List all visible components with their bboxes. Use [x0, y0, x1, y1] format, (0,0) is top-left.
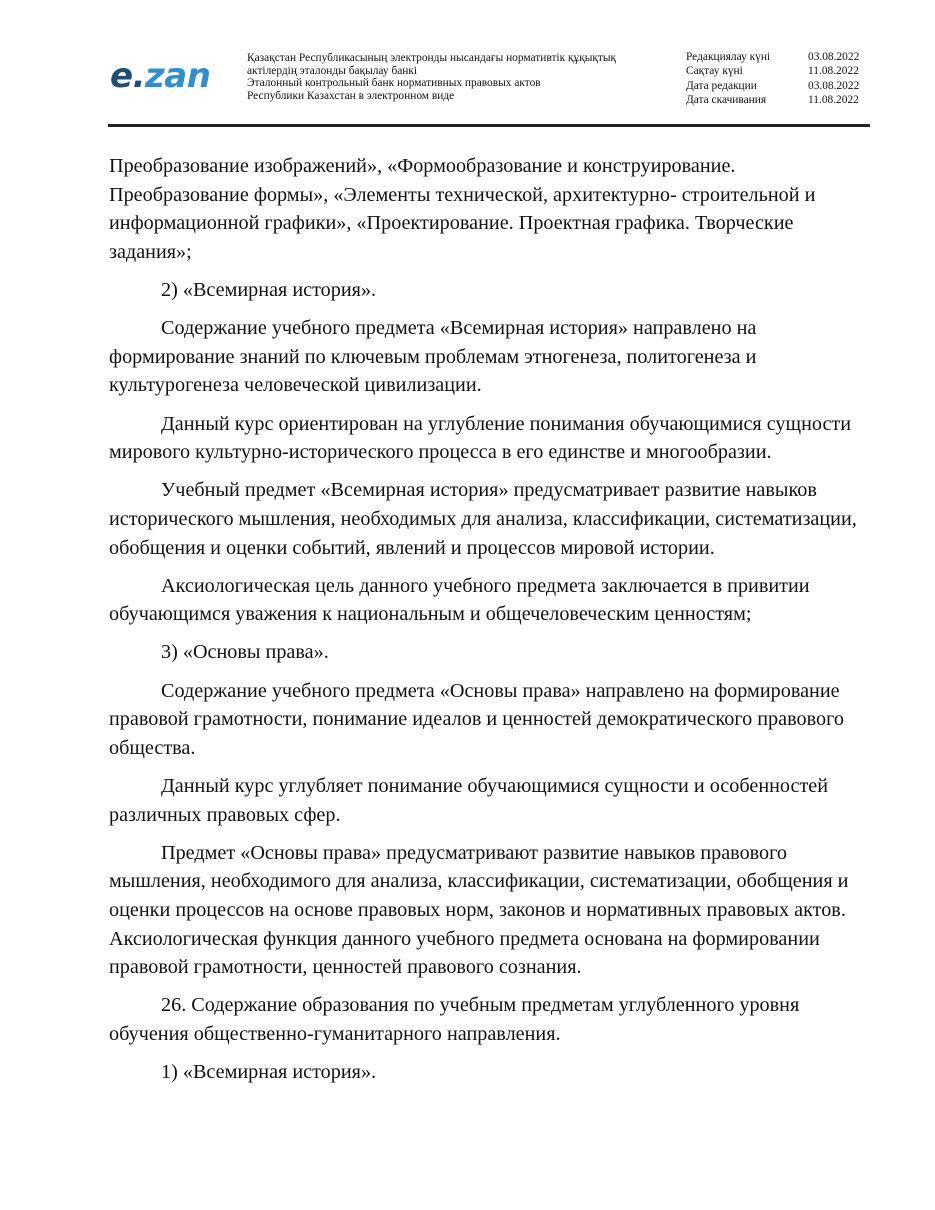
logo-dot: . [132, 56, 145, 96]
paragraph: Преобразование изображений», «Формообразование и конструирование. Преобразование формы», «Элементы технической, архитектурно- строительной и информационной графики», «Проектирование. Проектная графика. Творческие задания»; [109, 155, 816, 263]
header-description [247, 52, 667, 102]
paragraph: Содержание учебного предмета «Всемирная история» направлено на формирование знаний по ключевым проблемам этногенеза, политогенеза и культурогенеза человеческой цивилизации. [109, 317, 757, 397]
header-divider [108, 124, 870, 127]
date-label: Дата редакции [686, 79, 757, 92]
paragraph: 2) «Всемирная история». [161, 278, 377, 301]
date-value: 03.08.2022 [808, 51, 860, 63]
header-description-line: актілердің эталонды бақылау банкі [247, 64, 418, 77]
date-value: 11.08.2022 [808, 94, 859, 107]
date-value: 11.08.2022 [808, 65, 859, 78]
header-dates [686, 50, 870, 108]
paragraph: 3) «Основы права». [161, 641, 329, 664]
paragraph: Данный курс углубляет понимание обучающимися сущности и особенностей различных правовых сфер. [109, 775, 829, 826]
date-label: Дата скачивания [686, 94, 767, 107]
logo-e: e [110, 56, 133, 96]
paragraph: 1) «Всемирная история». [161, 1061, 377, 1084]
page-header [108, 48, 870, 124]
date-row-edit-kz [686, 50, 870, 64]
paragraph: Аксиологическая цель данного учебного предмета заключается в привитии обучающимся уважения к национальным и общечеловеческим ценностям; [109, 574, 810, 626]
ezan-logo [110, 56, 210, 96]
date-label: Редакциялау күні [686, 51, 771, 63]
date-label: Сақтау күні [686, 65, 743, 78]
date-value: 03.08.2022 [808, 79, 860, 92]
header-description-line: Эталонный контрольный банк нормативных правовых актов [247, 77, 541, 90]
header-description-line: Республики Казахстан в электронном виде [247, 89, 455, 102]
header-description-line: Қазақстан Республикасының электронды нысандағы нормативтік құқықтық [247, 52, 617, 64]
paragraph: Содержание учебного предмета «Основы права» направлено на формирование правовой грамотности, понимание идеалов и ценностей демократического правового общества. [109, 679, 844, 759]
paragraph: Предмет «Основы права» предусматривают развитие навыков правового мышления, необходимого для анализа, классификации, систематизации, обобщения и оценки процессов на основе правовых норм, законов и нормативных правовых актов. Аксиологическая функция данного учебного предмета основана на формировании правовой грамотности, ценностей правового сознания. [109, 841, 849, 979]
document-body [109, 152, 869, 1096]
date-row-edit-ru [686, 79, 870, 93]
paragraph: Данный курс ориентирован на углубление понимания обучающимися сущности мирового культурно-исторического процесса в его единстве и многообразии. [109, 412, 852, 464]
paragraph: Учебный предмет «Всемирная история» предусматривает развитие навыков исторического мышления, необходимых для анализа, классификации, систематизации, обобщения и оценки событий, явлений и процессов мировой истории. [109, 479, 857, 559]
date-row-save-kz [686, 64, 870, 78]
paragraph: 26. Содержание образования по учебным предметам углубленного уровня обучения общественно-гуманитарного направления. [109, 994, 800, 1045]
date-row-download-ru [686, 93, 870, 107]
logo-zan: zan [144, 56, 211, 96]
